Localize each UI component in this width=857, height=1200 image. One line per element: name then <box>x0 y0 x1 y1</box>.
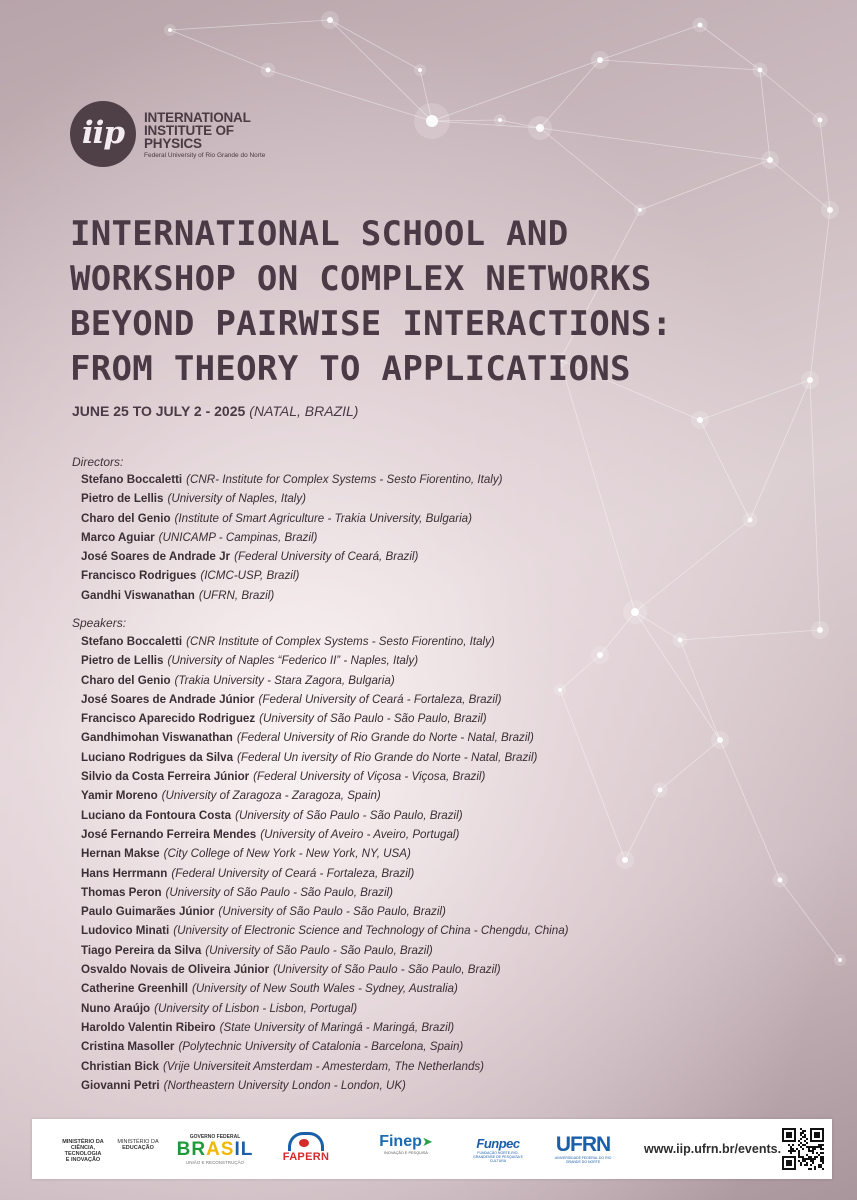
person-affiliation: (Federal University of Ceará - Fortaleza, Brazil) <box>171 866 415 880</box>
person-name: José Soares de Andrade Jr <box>81 550 231 564</box>
person-name: Yamir Moreno <box>81 789 158 803</box>
person-name: Stefano Boccaletti <box>81 473 183 486</box>
person-name: Giovanni Petri <box>81 1078 160 1092</box>
speaker-item <box>81 979 569 998</box>
network-edge <box>268 70 432 121</box>
institute-name-line: INSTITUTE OF <box>144 123 234 138</box>
person-affiliation: (University of São Paulo - São Paulo, Brazil) <box>205 943 433 957</box>
institute-subtitle: Federal University of Rio Grande do Norte <box>144 152 266 159</box>
network-edge <box>330 20 420 70</box>
paper-plane-icon: ➤ <box>421 1134 433 1149</box>
person-affiliation: (University of New South Wales - Sydney, Australia) <box>191 982 458 996</box>
brasil-part: BR <box>176 1139 207 1160</box>
person-name: José Soares de Andrade Júnior <box>81 692 255 706</box>
network-edge <box>760 70 820 120</box>
person-name: Pietro de Lellis <box>81 492 164 506</box>
speaker-item <box>81 825 569 844</box>
person-affiliation: (Vrije Universiteit Amsterdam - Amesterdam, The Netherlands) <box>162 1059 485 1073</box>
network-node <box>678 638 683 643</box>
event-title <box>70 212 830 392</box>
network-edge <box>810 380 820 630</box>
network-node <box>817 627 823 633</box>
speaker-item <box>81 1057 569 1076</box>
person-name: Marco Aguiar <box>81 530 155 544</box>
person-affiliation: (University of Electronic Science and Technology of China - Chengdu, China) <box>173 924 569 938</box>
speaker-item <box>81 709 569 728</box>
date-range: JUNE 25 TO JULY 2 - 2025 <box>72 403 246 419</box>
person-affiliation: (Federal University of Viçosa - Viçosa, Brazil) <box>253 770 486 784</box>
director-item <box>81 489 503 508</box>
network-edge <box>635 612 720 740</box>
network-edge <box>820 120 830 210</box>
network-edge <box>625 790 660 860</box>
person-affiliation: (University of São Paulo - São Paulo, Brazil) <box>259 712 487 726</box>
network-edge <box>750 380 810 520</box>
speaker-item <box>81 748 569 767</box>
person-affiliation: (Institute of Smart Agriculture - Trakia University, Bulgaria) <box>174 511 472 525</box>
iip-logo-icon: iip <box>70 101 136 167</box>
brasil-wordmark <box>170 1140 260 1160</box>
network-edge <box>635 520 750 612</box>
fapern-text: FAPERN <box>282 1151 330 1163</box>
network-edge <box>540 128 770 160</box>
person-name: Ludovico Minati <box>81 924 170 938</box>
funpec-subtitle: FUNDAÇÃO NORTE-RIO-GRANDENSE DE PESQUISA E CULTURA <box>473 1151 523 1163</box>
person-name: Silvio da Costa Ferreira Júnior <box>81 770 250 784</box>
event-location: (NATAL, BRAZIL) <box>249 403 359 419</box>
person-affiliation: (University of Naples, Italy) <box>167 492 307 506</box>
directors-list <box>81 470 503 605</box>
director-item <box>81 586 503 605</box>
network-edge <box>540 60 600 128</box>
person-affiliation: (UNICAMP - Campinas, Brazil) <box>158 530 318 544</box>
person-name: Hans Herrmann <box>81 866 168 880</box>
person-affiliation: (Federal University of Ceará - Fortaleza, Brazil) <box>258 692 502 706</box>
speaker-item <box>81 883 569 902</box>
network-edge <box>680 630 820 640</box>
network-node <box>631 608 639 616</box>
institute-logo <box>70 101 270 169</box>
person-affiliation: (Federal Un iversity of Rio Grande do Norte - Natal, Brazil) <box>237 750 538 764</box>
person-affiliation: (University of São Paulo - São Paulo, Brazil) <box>235 808 463 822</box>
person-affiliation: (University of Zaragoza - Zaragoza, Spain) <box>161 789 381 803</box>
person-name: Tiago Pereira da Silva <box>81 943 202 957</box>
person-name: Cristina Masoller <box>81 1040 175 1054</box>
person-affiliation: (CNR- Institute for Complex Systems - Sesto Fiorentino, Italy) <box>186 473 503 486</box>
speaker-item <box>81 786 569 805</box>
mcti-line: CIÊNCIA, TECNOLOGIA <box>64 1145 102 1157</box>
person-name: Stefano Boccaletti <box>81 635 183 648</box>
network-node <box>622 857 628 863</box>
directors-label: Directors: <box>72 455 124 469</box>
speaker-item <box>81 941 569 960</box>
website-link[interactable]: www.iip.ufrn.br/events. <box>644 1142 782 1156</box>
person-name: Francisco Aparecido Rodriguez <box>81 712 256 726</box>
network-node <box>327 17 333 23</box>
network-edge <box>600 25 700 60</box>
person-affiliation: (University of Aveiro - Aveiro, Portugal) <box>260 827 460 841</box>
speaker-item <box>81 1076 569 1095</box>
speaker-item <box>81 728 569 747</box>
event-dates <box>72 403 358 419</box>
person-name: Luciano Rodrigues da Silva <box>81 750 234 764</box>
network-node <box>168 28 172 32</box>
mcti-logo <box>52 1139 114 1163</box>
speaker-item <box>81 844 569 863</box>
network-node <box>426 115 438 127</box>
person-name: Francisco Rodrigues <box>81 569 197 583</box>
network-node <box>418 68 422 72</box>
person-affiliation: (City College of New York - New York, NY, USA) <box>163 847 411 861</box>
title-line: FROM THEORY TO APPLICATIONS <box>70 349 631 389</box>
person-name: Nuno Araújo <box>81 1001 151 1015</box>
speaker-item <box>81 902 569 921</box>
mec-line: MINISTÉRIO DA <box>117 1139 159 1145</box>
mcti-line: E INOVAÇÃO <box>65 1157 101 1163</box>
person-affiliation: (Federal University of Rio Grande do Norte - Natal, Brazil) <box>236 731 534 745</box>
gov-bottom-text: UNIÃO E RECONSTRUÇÃO <box>185 1160 244 1165</box>
institute-name <box>144 111 272 150</box>
speaker-item <box>81 999 569 1018</box>
person-name: Osvaldo Novais de Oliveira Júnior <box>81 963 270 977</box>
institute-name-line: PHYSICS <box>144 136 202 151</box>
gov-top-text: GOVERNO FEDERAL <box>189 1134 241 1140</box>
director-item <box>81 547 503 566</box>
network-node <box>818 118 823 123</box>
speaker-item <box>81 1037 569 1056</box>
person-affiliation: (Northeastern University London - London, UK) <box>163 1078 406 1092</box>
person-name: Pietro de Lellis <box>81 654 164 668</box>
speaker-item <box>81 671 569 690</box>
person-affiliation: (Polytechnic University of Catalonia - Barcelona, Spain) <box>178 1040 464 1054</box>
network-edge <box>560 360 635 612</box>
speaker-item <box>81 921 569 940</box>
person-affiliation: (University of Lisbon - Lisbon, Portugal) <box>154 1001 358 1015</box>
director-item <box>81 470 503 489</box>
person-name: Gandhi Viswanathan <box>81 588 195 602</box>
sponsor-footer <box>32 1119 832 1179</box>
person-name: Charo del Genio <box>81 511 171 525</box>
network-node <box>266 68 271 73</box>
person-affiliation: (University of São Paulo - São Paulo, Brazil) <box>165 885 393 899</box>
person-affiliation: (State University of Maringá - Maringá, Brazil) <box>219 1020 455 1034</box>
person-name: Hernan Makse <box>81 847 160 861</box>
network-node <box>498 118 502 122</box>
network-node <box>758 68 763 73</box>
person-affiliation: (Trakia University - Stara Zagora, Bulgaria) <box>174 673 395 687</box>
network-edge <box>760 70 770 160</box>
title-line: WORKSHOP ON COMPLEX NETWORKS <box>70 259 652 299</box>
network-node <box>597 652 603 658</box>
person-name: Christian Bick <box>81 1059 159 1073</box>
network-node <box>767 157 773 163</box>
person-name: Paulo Guimarães Júnior <box>81 905 215 919</box>
finep-text: Finep <box>379 1133 422 1150</box>
funpec-text: Funpec <box>476 1136 520 1151</box>
person-name: Charo del Genio <box>81 673 171 687</box>
title-line: BEYOND PAIRWISE INTERACTIONS: <box>70 304 673 344</box>
speaker-item <box>81 960 569 979</box>
speakers-label: Speakers: <box>72 616 127 630</box>
person-affiliation: (University of São Paulo - São Paulo, Brazil) <box>218 905 446 919</box>
network-edge <box>600 60 760 70</box>
speaker-item <box>81 864 569 883</box>
network-node <box>697 417 703 423</box>
person-affiliation: (CNR Institute of Complex Systems - Sesto Fiorentino, Italy) <box>186 635 495 648</box>
person-name: Thomas Peron <box>81 885 162 899</box>
network-edge <box>680 640 720 740</box>
network-node <box>536 124 544 132</box>
network-node <box>748 518 753 523</box>
person-affiliation: (UFRN, Brazil) <box>198 588 275 602</box>
network-edge <box>170 30 268 70</box>
director-item <box>81 528 503 547</box>
person-name: Catherine Greenhill <box>81 982 188 996</box>
director-item <box>81 566 503 585</box>
person-name: José Fernando Ferreira Mendes <box>81 827 257 841</box>
person-name: Haroldo Valentin Ribeiro <box>81 1020 216 1034</box>
speaker-item <box>81 806 569 825</box>
ufrn-logo <box>550 1134 616 1164</box>
network-edge <box>170 20 330 30</box>
speaker-item <box>81 632 569 651</box>
person-affiliation: (ICMC-USP, Brazil) <box>200 569 300 583</box>
network-node <box>838 958 842 962</box>
network-node <box>658 788 663 793</box>
ufrn-subtitle: UNIVERSIDADE FEDERAL DO RIO GRANDE DO NORTE <box>554 1156 612 1164</box>
speakers-list <box>81 632 569 1095</box>
mec-logo <box>116 1139 160 1151</box>
network-edge <box>540 128 640 210</box>
speaker-item <box>81 690 569 709</box>
speaker-item <box>81 1018 569 1037</box>
mec-line: EDUCAÇÃO <box>122 1145 154 1151</box>
fapern-eye-icon <box>288 1132 324 1151</box>
person-affiliation: (University of Naples “Federico II” - Naples, Italy) <box>167 654 419 668</box>
qr-code-icon[interactable] <box>782 1128 824 1170</box>
speaker-item <box>81 651 569 670</box>
governo-federal-logo <box>170 1134 260 1165</box>
title-line: INTERNATIONAL SCHOOL AND <box>70 214 569 254</box>
ufrn-text: UFRN <box>555 1133 611 1156</box>
speaker-item <box>81 767 569 786</box>
network-edge <box>432 60 600 121</box>
director-item <box>81 509 503 528</box>
network-edge <box>700 25 760 70</box>
network-edge <box>640 160 770 210</box>
network-node <box>698 23 703 28</box>
network-edge <box>770 160 830 210</box>
network-edge <box>700 420 750 520</box>
funpec-logo <box>469 1136 527 1163</box>
person-affiliation: (University of São Paulo - São Paulo, Brazil) <box>273 963 501 977</box>
network-node <box>597 57 603 63</box>
network-edge <box>560 690 625 860</box>
institute-name-line: INTERNATIONAL <box>144 110 251 125</box>
network-edge <box>780 880 840 960</box>
network-node <box>717 737 723 743</box>
brasil-part: IL <box>234 1139 254 1160</box>
finep-subtitle: INOVAÇÃO E PESQUISA <box>384 1151 428 1155</box>
fapern-logo <box>276 1132 336 1163</box>
person-name: Luciano da Fontoura Costa <box>81 808 232 822</box>
network-node <box>778 878 783 883</box>
network-edge <box>660 740 720 790</box>
person-affiliation: (Federal University of Ceará, Brazil) <box>234 550 419 564</box>
brasil-part: AS <box>206 1139 235 1160</box>
network-edge <box>720 740 780 880</box>
mcti-line: MINISTÉRIO DA <box>62 1139 104 1145</box>
person-name: Gandhimohan Viswanathan <box>81 731 233 745</box>
finep-logo <box>370 1133 442 1155</box>
